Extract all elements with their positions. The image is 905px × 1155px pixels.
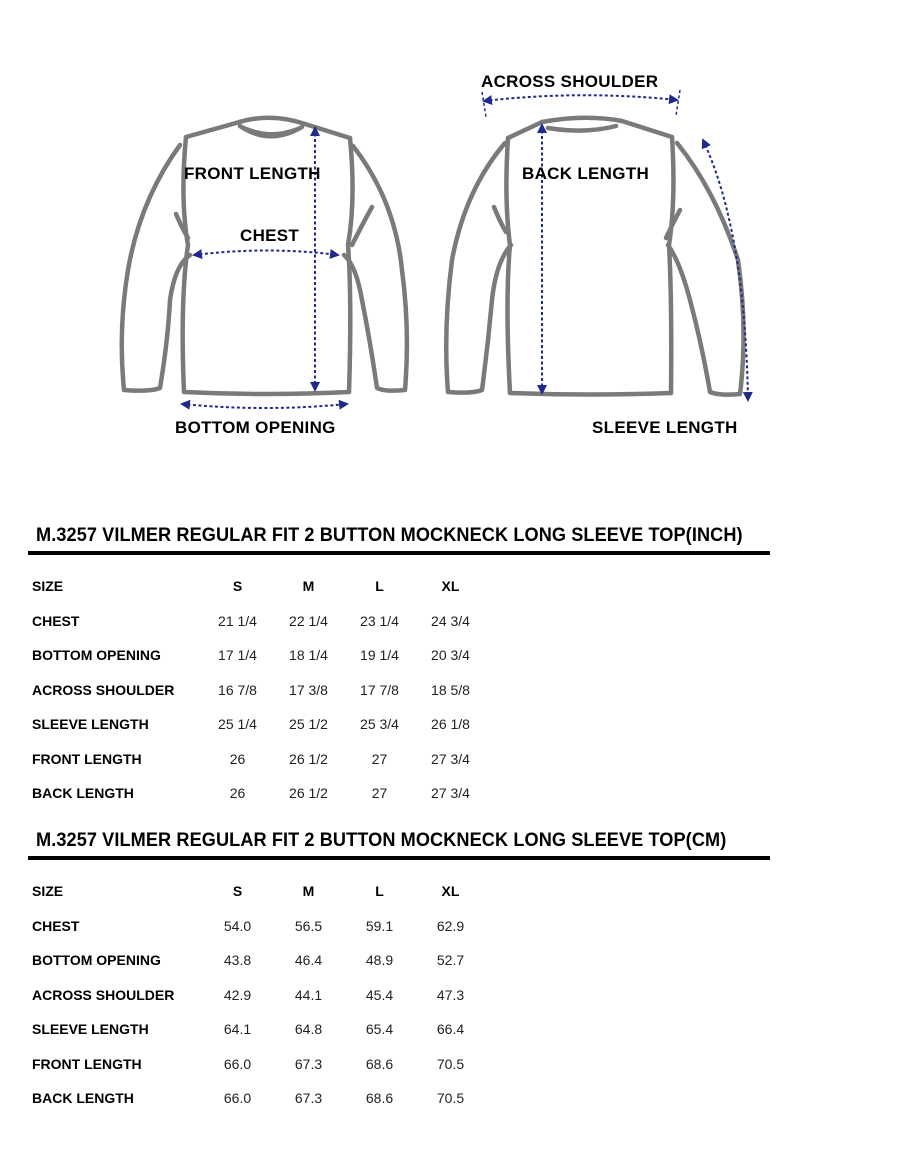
table-row — [32, 707, 486, 742]
cell: 24 3/4 — [431, 612, 470, 629]
table-row — [32, 1012, 486, 1047]
table-row — [32, 1047, 486, 1082]
cell: 64.1 — [223, 1021, 252, 1038]
row-label: CHEST — [32, 612, 80, 629]
label-back-length: BACK LENGTH — [522, 164, 650, 183]
cell: 68.6 — [365, 1055, 394, 1072]
row-label: SLEEVE LENGTH — [32, 716, 149, 733]
header-s: S — [232, 883, 243, 900]
label-across-shoulder: ACROSS SHOULDER — [481, 72, 659, 91]
header-m: M — [302, 578, 315, 595]
header-size: SIZE — [32, 883, 64, 900]
cm-size-table — [32, 874, 486, 1116]
front-shirt-outline — [122, 118, 407, 394]
cell: 66.0 — [223, 1090, 252, 1107]
cell: 26 — [229, 750, 246, 767]
header-l: L — [375, 883, 384, 900]
table-row — [32, 638, 486, 673]
cell: 19 1/4 — [360, 647, 399, 664]
back-measure-arrows — [482, 90, 748, 400]
inch-size-table — [32, 569, 486, 811]
cell: 52.7 — [436, 952, 465, 969]
header-xl: XL — [441, 578, 460, 595]
cell: 21 1/4 — [218, 612, 257, 629]
cell: 47.3 — [436, 986, 465, 1003]
table-row — [32, 776, 486, 811]
header-s: S — [232, 578, 243, 595]
table-row — [32, 742, 486, 777]
cell: 67.3 — [294, 1055, 323, 1072]
row-label: CHEST — [32, 917, 80, 934]
cell: 68.6 — [365, 1090, 394, 1107]
table-row — [32, 943, 486, 978]
cell: 26 — [229, 785, 246, 802]
table-row — [32, 909, 486, 944]
cell: 59.1 — [365, 917, 394, 934]
row-label: FRONT LENGTH — [32, 1055, 142, 1072]
table-row — [32, 604, 486, 639]
cell: 43.8 — [223, 952, 252, 969]
cell: 25 1/4 — [218, 716, 257, 733]
header-size: SIZE — [32, 578, 64, 595]
cell: 62.9 — [436, 917, 465, 934]
cell: 66.4 — [436, 1021, 465, 1038]
cell: 26 1/2 — [289, 785, 328, 802]
cell: 66.0 — [223, 1055, 252, 1072]
cell: 16 7/8 — [218, 681, 257, 698]
row-label: BOTTOM OPENING — [32, 952, 161, 969]
cell: 25 1/2 — [289, 716, 328, 733]
row-label: BOTTOM OPENING — [32, 647, 161, 664]
row-label: BACK LENGTH — [32, 785, 134, 802]
cm-title-underline — [28, 856, 770, 860]
cell: 70.5 — [436, 1055, 465, 1072]
shirt-illustrations — [0, 0, 905, 470]
row-label: BACK LENGTH — [32, 1090, 134, 1107]
table-header-row — [32, 874, 486, 909]
back-shirt-outline — [446, 118, 743, 395]
label-front-length: FRONT LENGTH — [184, 164, 321, 183]
inch-title-underline — [28, 551, 770, 555]
cell: 27 — [371, 785, 388, 802]
cell: 27 — [371, 750, 388, 767]
header-l: L — [375, 578, 384, 595]
cell: 26 1/8 — [431, 716, 470, 733]
row-label: ACROSS SHOULDER — [32, 986, 175, 1003]
cell: 65.4 — [365, 1021, 394, 1038]
table-row — [32, 673, 486, 708]
row-label: SLEEVE LENGTH — [32, 1021, 149, 1038]
label-bottom-opening: BOTTOM OPENING — [175, 418, 336, 437]
row-label: ACROSS SHOULDER — [32, 681, 175, 698]
cell: 70.5 — [436, 1090, 465, 1107]
row-label: FRONT LENGTH — [32, 750, 142, 767]
cell: 23 1/4 — [360, 612, 399, 629]
cell: 26 1/2 — [289, 750, 328, 767]
table-row — [32, 1081, 486, 1116]
cell: 56.5 — [294, 917, 323, 934]
cell: 20 3/4 — [431, 647, 470, 664]
cell: 27 3/4 — [431, 750, 470, 767]
cell: 25 3/4 — [360, 716, 399, 733]
table-row — [32, 978, 486, 1013]
cell: 44.1 — [294, 986, 323, 1003]
cell: 18 1/4 — [289, 647, 328, 664]
cell: 27 3/4 — [431, 785, 470, 802]
cell: 46.4 — [294, 952, 323, 969]
table-header-row — [32, 569, 486, 604]
cell: 42.9 — [223, 986, 252, 1003]
label-chest: CHEST — [240, 226, 300, 245]
cell: 17 1/4 — [218, 647, 257, 664]
cell: 45.4 — [365, 986, 394, 1003]
cell: 54.0 — [223, 917, 252, 934]
cell: 18 5/8 — [431, 681, 470, 698]
cell: 48.9 — [365, 952, 394, 969]
cell: 64.8 — [294, 1021, 323, 1038]
cell: 22 1/4 — [289, 612, 328, 629]
cell: 17 7/8 — [360, 681, 399, 698]
label-sleeve-length: SLEEVE LENGTH — [592, 418, 738, 437]
inch-table-title: M.3257 VILMER REGULAR FIT 2 BUTTON MOCKNECK LONG SLEEVE TOP(INCH) — [36, 524, 743, 546]
cell: 17 3/8 — [289, 681, 328, 698]
header-m: M — [302, 883, 315, 900]
header-xl: XL — [441, 883, 460, 900]
measurement-diagram — [0, 0, 905, 470]
cm-table-title: M.3257 VILMER REGULAR FIT 2 BUTTON MOCKNECK LONG SLEEVE TOP(CM) — [36, 829, 727, 851]
cell: 67.3 — [294, 1090, 323, 1107]
